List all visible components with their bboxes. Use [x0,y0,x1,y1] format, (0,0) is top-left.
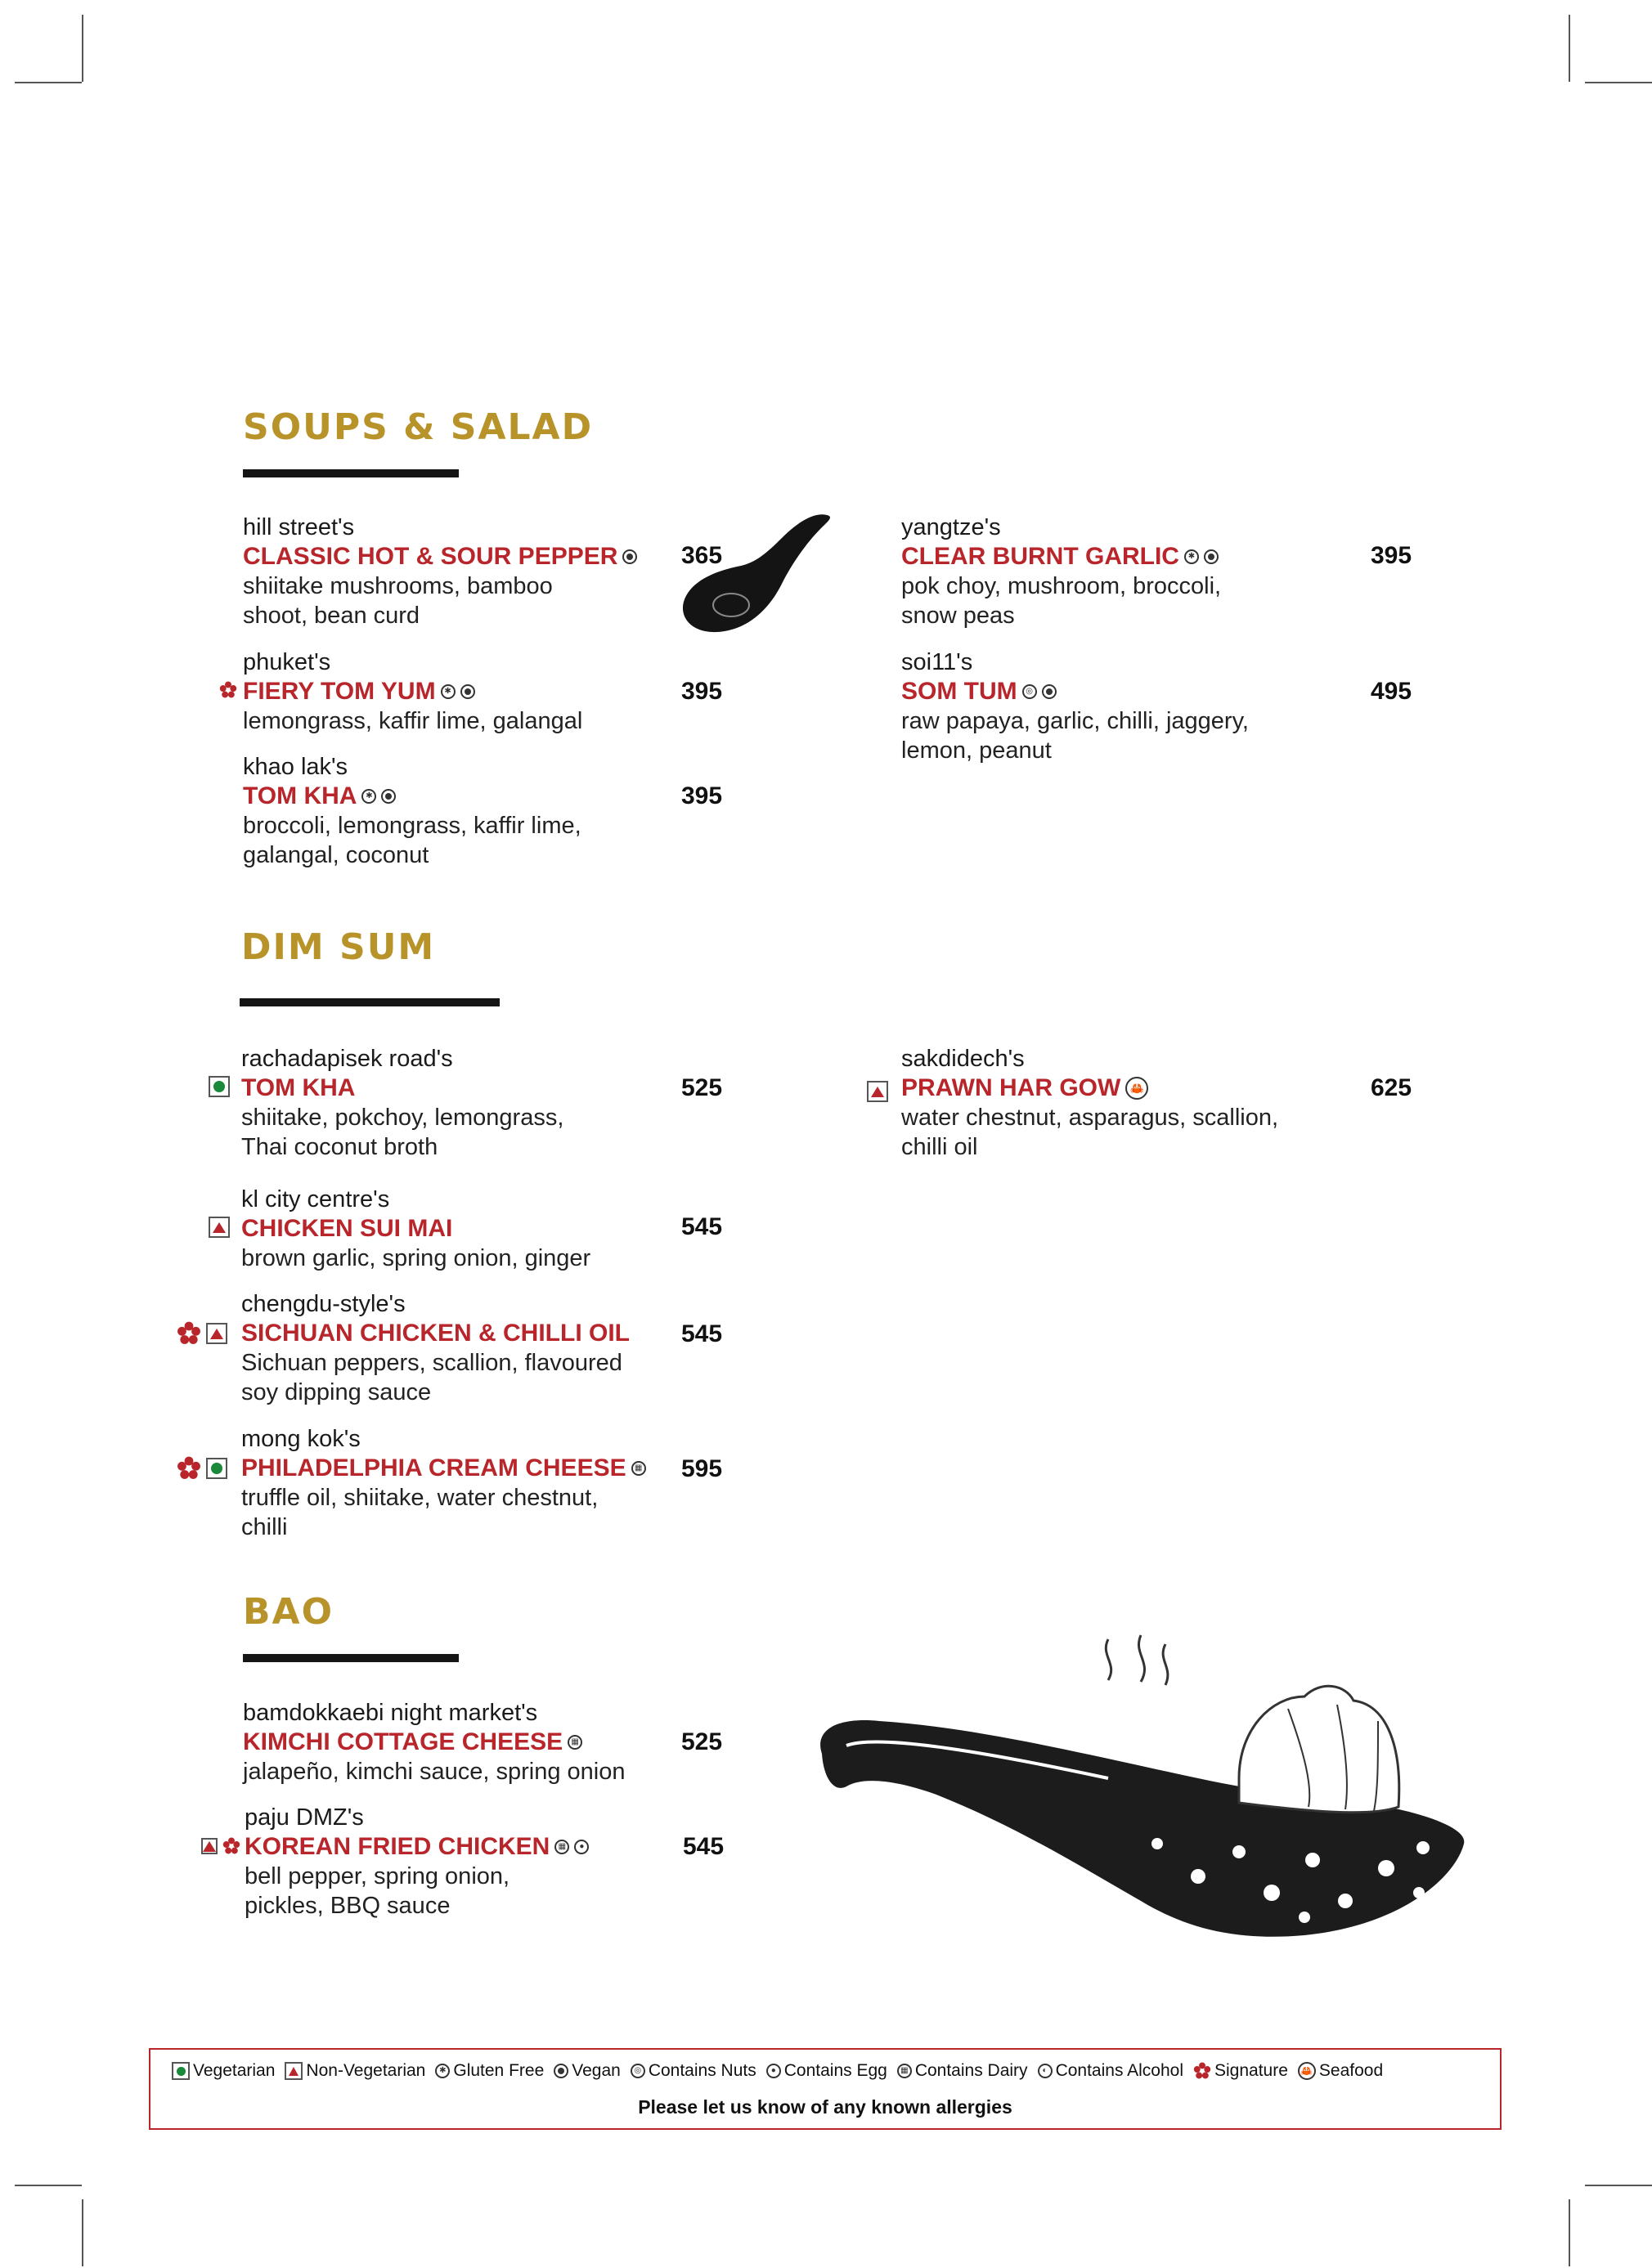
menu-item [243,752,668,870]
menu-item [901,513,1327,630]
dairy-icon: ▦ [897,2064,912,2078]
dish-markers [867,1081,888,1102]
nonveg-icon [285,2062,303,2080]
menu-item [243,1698,668,1786]
dish-name: SOM TUM [901,678,1017,705]
section-rule [243,1654,459,1662]
seafood-icon: 🦀 [1298,2062,1316,2080]
crop-mark [1585,2185,1652,2186]
dish-origin: soi11's [901,649,973,675]
dish-description: shiitake, pokchoy, lemongrass, [241,1105,564,1131]
dish-origin: phuket's [243,649,331,675]
dish-price: 525 [681,1728,723,1755]
vegan-icon [1204,549,1219,564]
legend-label: Gluten Free [453,2061,545,2080]
legend-label: Vegetarian [193,2061,276,2080]
dish-price: 365 [681,542,723,569]
crop-mark [82,2199,83,2266]
dish-name: PRAWN HAR GOW [901,1074,1121,1101]
gluten-free-icon: ✱ [1184,549,1199,564]
dish-markers [201,1837,240,1855]
dish-description: lemon, peanut [901,737,1052,764]
legend-label: Seafood [1318,2061,1384,2080]
vegan-icon [622,549,637,564]
dish-origin: rachadapisek road's [241,1046,453,1072]
gluten-free-icon: ✱ [435,2064,450,2078]
dish-origin: paju DMZ's [245,1804,364,1831]
menu-item [245,1803,670,1921]
dish-markers [177,1456,227,1481]
dish-description: broccoli, lemongrass, kaffir lime, [243,813,581,839]
signature-flower-icon [177,1321,201,1346]
dish-price: 595 [681,1455,723,1482]
signature-flower-icon [1193,2062,1211,2080]
veg-icon [206,1458,227,1479]
section-rule [243,469,459,477]
section-title-bao: BAO [243,1591,334,1633]
dish-name: PHILADELPHIA CREAM CHEESE [241,1454,626,1481]
menu-item [241,1289,667,1407]
dish-description: snow peas [901,603,1015,629]
dish-markers [219,681,237,699]
legend-label: Contains Alcohol [1055,2061,1183,2080]
signature-flower-icon [219,681,237,699]
dish-name: CHICKEN SUI MAI [241,1215,453,1242]
menu-item [901,648,1327,765]
dish-origin: khao lak's [243,754,348,780]
dish-description: soy dipping sauce [241,1379,432,1405]
seafood-icon: 🦀 [1125,1077,1148,1100]
dish-description: raw papaya, garlic, chilli, jaggery, [901,708,1249,734]
dish-description: water chestnut, asparagus, scallion, [901,1105,1279,1131]
dish-name: CLEAR BURNT GARLIC [901,543,1179,570]
crop-mark [82,15,83,82]
dairy-icon: ▦ [554,1840,569,1854]
nonveg-icon [867,1081,888,1102]
legend-label: Non-Vegetarian [306,2061,426,2080]
crop-mark [1585,82,1652,83]
dairy-icon: ▦ [631,1461,646,1476]
dish-description: galangal, coconut [243,842,429,868]
egg-icon: ● [766,2064,781,2078]
section-title-dimsum: DIM SUM [241,926,436,968]
signature-flower-icon [222,1837,240,1855]
dish-price: 525 [681,1074,723,1101]
signature-flower-icon [177,1456,201,1481]
menu-item [241,1044,667,1162]
gluten-free-icon: ✱ [441,684,456,699]
dish-name: CLASSIC HOT & SOUR PEPPER [243,543,618,570]
dish-name: TOM KHA [241,1074,356,1101]
legend-label: Contains Nuts [648,2061,756,2080]
menu-item [901,1044,1327,1162]
dish-price: 395 [1371,542,1412,569]
alcohol-icon: ◐ [1038,2064,1053,2078]
dish-description: jalapeño, kimchi sauce, spring onion [243,1759,626,1785]
gluten-free-icon: ✱ [361,789,376,804]
nonveg-icon [201,1838,218,1854]
dish-name: KOREAN FRIED CHICKEN [245,1833,550,1860]
legend-label: Contains Egg [783,2061,887,2080]
dish-price: 395 [681,678,723,705]
menu-item [243,648,668,736]
dish-description: brown garlic, spring onion, ginger [241,1245,591,1271]
allergy-note: Please let us know of any known allergies [638,2096,1012,2118]
dish-origin: chengdu-style's [241,1291,406,1317]
dish-origin: hill street's [243,514,355,540]
dish-price: 625 [1371,1074,1412,1101]
legend-box [149,2048,1502,2130]
dish-description: shoot, bean curd [243,603,420,629]
dish-price: 495 [1371,678,1412,705]
nonveg-icon [206,1323,227,1344]
dish-name: SICHUAN CHICKEN & CHILLI OIL [241,1320,630,1347]
vegan-icon [554,2064,568,2078]
dish-description: Sichuan peppers, scallion, flavoured [241,1350,622,1376]
menu-item [241,1185,667,1273]
dish-description: chilli [241,1514,288,1540]
nuts-icon: ◎ [631,2064,645,2078]
dish-description: pickles, BBQ sauce [245,1893,451,1919]
crop-mark [1569,15,1570,82]
dish-origin: bamdokkaebi night market's [243,1700,538,1726]
dish-description: shiitake mushrooms, bamboo [243,573,553,599]
legend-label: Contains Dairy [914,2061,1028,2080]
dish-origin: kl city centre's [241,1186,390,1212]
nuts-icon: ◎ [1022,684,1037,699]
dish-description: Thai coconut broth [241,1134,438,1160]
dish-price: 545 [683,1833,725,1860]
veg-icon [209,1076,230,1097]
vegan-icon [460,684,475,699]
crop-mark [15,2185,82,2186]
dish-price: 545 [681,1320,723,1347]
dish-description: lemongrass, kaffir lime, galangal [243,708,583,734]
section-title-soups: SOUPS & SALAD [243,406,594,448]
dish-description: bell pepper, spring onion, [245,1863,510,1889]
dish-description: pok choy, mushroom, broccoli, [901,573,1222,599]
dish-price: 545 [681,1213,723,1240]
dish-name: FIERY TOM YUM [243,678,436,705]
veg-icon [172,2062,190,2080]
dish-name: KIMCHI COTTAGE CHEESE [243,1728,563,1755]
dish-markers [209,1076,230,1097]
dish-description: chilli oil [901,1134,978,1160]
dish-markers [177,1321,227,1346]
legend-label: Vegan [572,2061,621,2080]
vegan-icon [381,789,396,804]
dish-price: 395 [681,782,723,809]
nonveg-icon [209,1217,230,1238]
vegan-icon [1042,684,1057,699]
legend-label: Signature [1214,2061,1288,2080]
dish-origin: yangtze's [901,514,1001,540]
crop-mark [15,82,82,83]
menu-item [241,1424,667,1542]
dish-description: truffle oil, shiitake, water chestnut, [241,1485,599,1511]
crop-mark [1569,2199,1570,2266]
dairy-icon: ▦ [568,1735,582,1750]
menu-item [243,513,668,630]
egg-icon: ● [574,1840,589,1854]
dish-origin: mong kok's [241,1426,361,1452]
spoon-illustration [676,505,839,636]
dish-name: TOM KHA [243,782,357,809]
section-rule [240,998,500,1006]
dumpling-spoon-illustration [814,1631,1476,1950]
legend-row [172,2061,1388,2081]
dish-markers [209,1217,230,1238]
dish-origin: sakdidech's [901,1046,1025,1072]
